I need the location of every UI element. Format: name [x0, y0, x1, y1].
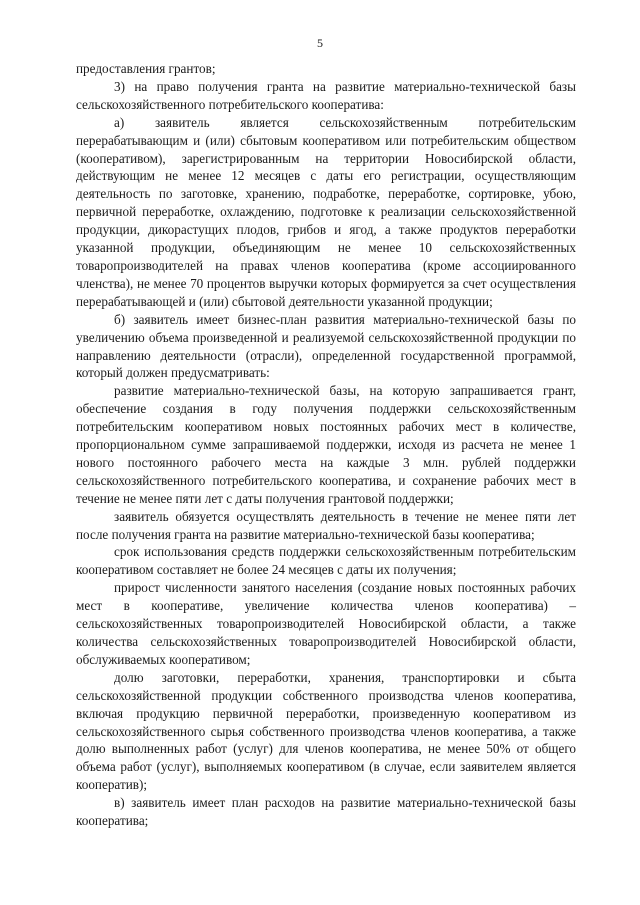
- paragraph-requirement: развитие материально-технической базы, на которую запрашивается грант, обеспечение создания в году получения поддержки сельскохозяйственным потребительским кооперативом новых постоянных рабочих мест в количестве, пропорциональном сумме запрашиваемой поддержки, исходя из расчета не менее 1 нового постоянного рабочего места на каждые 3 млн. рублей поддержки сельскохозяйственного потребительского кооператива, и сохранение рабочих мест в течение не менее пяти лет с даты получения грантовой поддержки;: [76, 383, 576, 506]
- paragraph-subitem-b: б) заявитель имеет бизнес-план развития материально-технической базы по увеличению объема произведенной и реализуемой сельскохозяйственной продукции по направлению деятельности (отрасли), определенной государственной программой, который должен предусматривать:: [76, 311, 576, 381]
- paragraph-subitem-a: а) заявитель является сельскохозяйственным потребительским перерабатывающим и (или) сбытовым кооперативом или потребительским обществом (кооперативом), зарегистрированным на территории Новосибирской области, действующим не менее 12 месяцев с даты его регистрации, осуществляющим деятельность по заготовке, хранению, подработке, переработке, сортировке, убою, первичной переработке, охлаждению, подготовке к реализации сельскохозяйственной продукции, дикорастущих плодов, грибов и ягод, а также продуктов переработки указанной продукции, объединяющим не менее 10 сельскохозяйственных товаропроизводителей на правах членов кооператива (кроме ассоциированного членства), не менее 70 процентов выручки которых формируется за счет осуществления перерабатывающей и (или) сбытовой деятельности указанной продукции;: [76, 114, 576, 309]
- paragraph-requirement: долю заготовки, переработки, хранения, транспортировки и сбыта сельскохозяйственной продукции собственного производства членов кооператива, включая продукцию первичной переработки, произведенную кооперативом из сельскохозяйственного сырья собственного производства членов кооператива, а также долю выполненных работ (услуг) для членов кооператива, не менее 50% от общего объема работ (услуг), выполняемых кооперативом (в случае, если заявителем является кооператив);: [76, 669, 576, 793]
- paragraph-requirement: заявитель обязуется осуществлять деятельность в течение не менее пяти лет после получения гранта на развитие материально-технической базы кооператива;: [76, 508, 576, 542]
- paragraph-continuation: предоставления грантов;: [76, 61, 216, 76]
- paragraph-subitem-v: в) заявитель имеет план расходов на развитие материально-технической базы кооператива;: [76, 795, 576, 829]
- document-body: [76, 60, 576, 830]
- paragraph-requirement: прирост численности занятого населения (создание новых постоянных рабочих мест в кооперативе, увеличение количества членов кооператива) – сельскохозяйственных товаропроизводителей Новосибирской области, а также количества сельскохозяйственных товаропроизводителей Новосибирской области, обслуживаемых кооперативом;: [76, 580, 576, 667]
- page-number: 5: [317, 36, 323, 50]
- paragraph-requirement: срок использования средств поддержки сельскохозяйственным потребительским кооперативом составляет не более 24 месяцев с даты их получения;: [76, 544, 576, 578]
- paragraph-item-3: 3) на право получения гранта на развитие материально-технической базы сельскохозяйственного потребительского кооператива:: [76, 78, 576, 112]
